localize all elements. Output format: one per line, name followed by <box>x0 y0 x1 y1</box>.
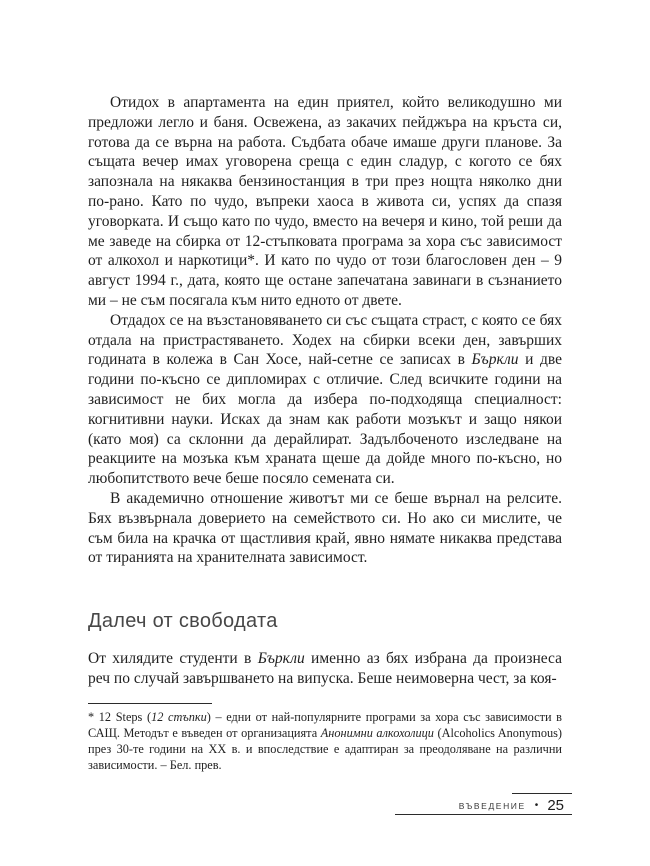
paragraph-3-text: В академично отношение животът ми се беше върнал на релсите. Бях възвърнала доверието на семейството си. Но ако си мислите, че съм била на крачка от щастливия край, явно нямате никаква представа от тиранията на хранителната зависимост. <box>88 489 562 567</box>
paragraph-1-text: Отидох в апартамента на един приятел, който великодушно ми предложи легло и баня. Освежена, аз закачих пейджъра на кръста си, готова да се върна на работа. Съдбата обаче имаше други планове. За същата вечер имах уговорена среща с един сладур, с когото се бях запознала на някаква бензиностанция в три през нощта няколко дни по-рано. Като по чудо, въпреки хаоса в живота си, успях да спазя уговорката. И също като по чудо, вместо на вечеря и кино, той реши да ме заведе на сбирка от 12-стъпковата програма за хора със зависимост от алкохол и наркотици*. И като по чудо от този благословен ден – 9 август 1994 г., дата, която ще остане запечатана завинаги в съзнанието ми – не съм посягала към нито едното от двете. <box>88 94 562 309</box>
page-footer <box>395 797 572 814</box>
footnote-divider-rule <box>88 703 212 704</box>
footnote-italic-12-steps: 12 стъпки <box>151 710 207 724</box>
paragraph-3 <box>88 489 562 568</box>
footnote-run-3: ) – едни от най-популярните програми за хора със зависимости в САЩ. Методът е въведен от организацията <box>88 710 562 740</box>
paragraph-2-run-1: Отдадох се на възстановяването си със същата страст, с която се бях отдала на пристрастяването. Ходех на сбирки всеки ден, завърших годината в колежа в Сан Хосе, най-сетне се записах в <box>88 311 562 369</box>
footer-rule-top <box>512 793 572 794</box>
paragraph-2-run-3: и две години по-късно се дипломирах с отличие. След всичките години на зависимост не бих могла да избера по-подходяща специалност: когнитивни науки. Исках да знам как работи мозъкът и защо някои (като моя) са склонни да дерайлират. Задълбоченото изследване на реакциите на мозъка към храната щеше да дойде много по-късно, но любопитството вече беше посяло семената си. <box>88 351 562 488</box>
footnote-block <box>88 703 562 773</box>
footer-page-number: 25 <box>547 797 564 814</box>
paragraph-4-run-3: именно аз бях избрана да произнеса реч по случай завършването на випуска. Беше неимоверна чест, за коя- <box>88 650 562 687</box>
paragraph-4-italic-berkeley: Бъркли <box>257 650 305 668</box>
paragraph-2-italic-berkeley: Бъркли <box>471 351 519 369</box>
paragraph-4-run-1: От хилядите студенти в <box>88 650 258 668</box>
footnote-run-5: (Alcoholics Anonymous) през 30-те години на ХХ в. и впоследствие е адаптиран за преодоляване на различни зависимости. – Бел. прев. <box>88 726 562 772</box>
paragraph-1 <box>88 93 562 311</box>
footnote-run-1: * 12 Steps ( <box>88 710 152 724</box>
main-text-block <box>88 93 562 689</box>
footnote-text <box>88 709 562 773</box>
footer-section-label: ВЪВЕДЕНИЕ <box>458 800 526 811</box>
footer-rule-bottom <box>395 814 572 815</box>
paragraph-4 <box>88 649 562 689</box>
footer-bullet-separator: • <box>534 800 539 811</box>
footnote-italic-anonymous-alcoholics: Анонимни алкохолици <box>320 726 434 740</box>
section-heading: Далеч от свободата <box>88 610 278 633</box>
paragraph-2 <box>88 311 562 489</box>
